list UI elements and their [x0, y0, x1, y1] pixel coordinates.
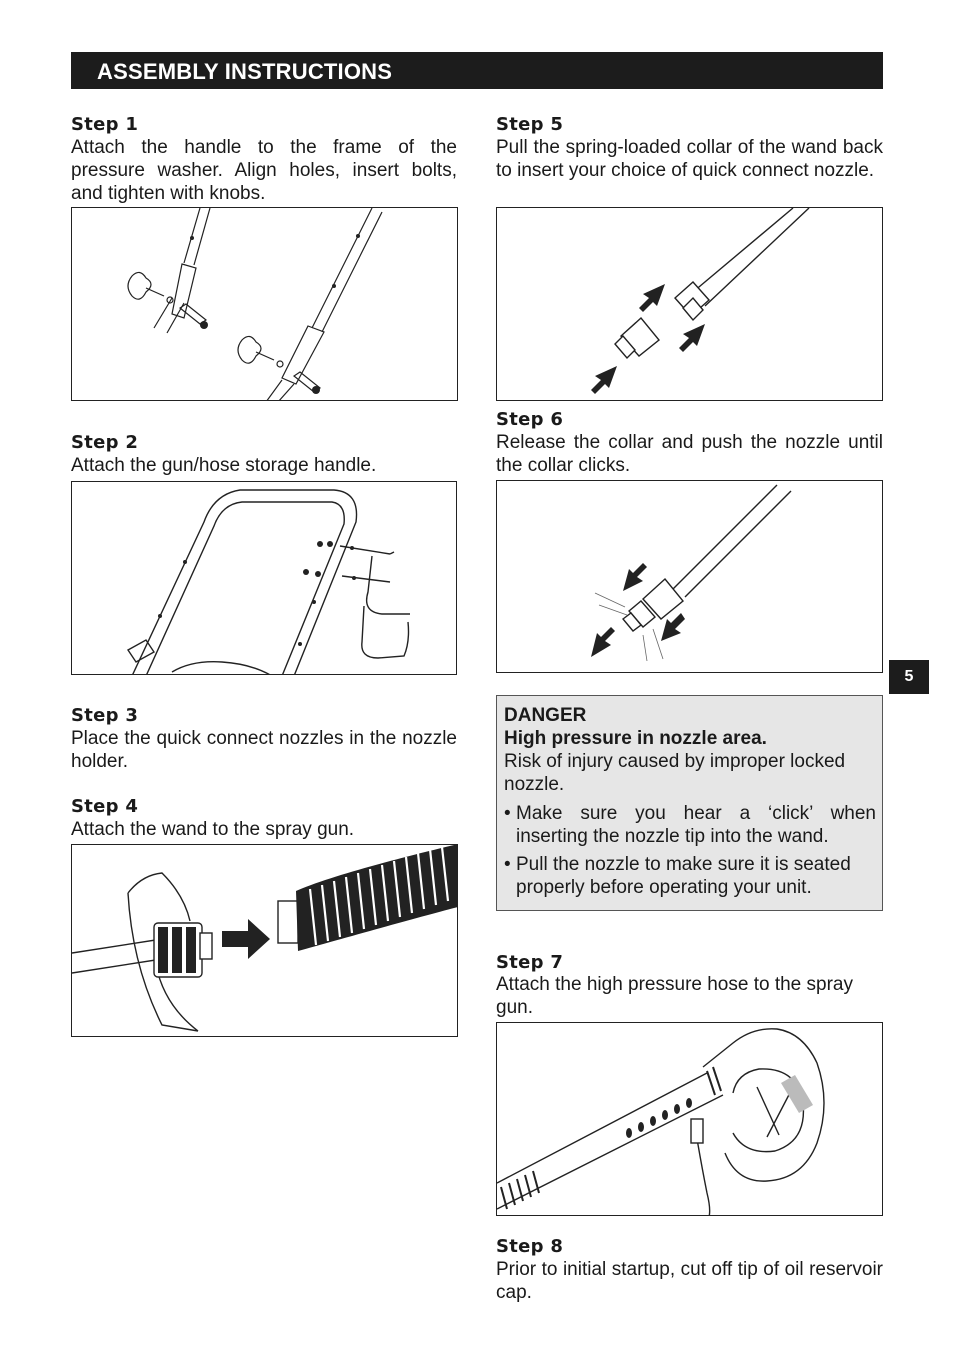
step-2-text: Attach the gun/hose storage handle.	[71, 455, 377, 476]
danger-bullet-text: Make sure you hear a ‘click’ when inserting the nozzle tip into the wand.	[516, 803, 876, 847]
step-2-illustration	[71, 481, 457, 675]
step-6-text: Release the collar and push the nozzle until the collar clicks.	[496, 432, 883, 476]
step-1-text: Attach the handle to the frame of the pressure washer. Align holes, insert bolts, and tighten with knobs.	[71, 137, 457, 204]
section-title: ASSEMBLY INSTRUCTIONS	[97, 59, 393, 84]
bullet-icon: •	[504, 854, 511, 875]
step-4-text: Attach the wand to the spray gun.	[71, 819, 355, 840]
step-7-text: Attach the high pressure hose to the spray gun.	[496, 974, 853, 1018]
step-8-title: Step 8	[496, 1236, 564, 1257]
danger-subtitle: High pressure in nozzle area.	[504, 728, 767, 749]
step-2-title: Step 2	[71, 432, 139, 453]
page-number-tab: 5	[889, 660, 929, 694]
danger-text: Risk of injury caused by improper locked nozzle.	[504, 751, 846, 795]
danger-bullet	[504, 853, 876, 899]
step-1-title: Step 1	[71, 114, 139, 135]
step-7-title: Step 7	[496, 952, 564, 973]
step-4-illustration	[71, 844, 458, 1037]
step-7-illustration	[496, 1022, 883, 1216]
step-5-text: Pull the spring-loaded collar of the wand back to insert your choice of quick connect nozzle.	[496, 137, 883, 181]
danger-bullet-text: Pull the nozzle to make sure it is seated properly before operating your unit.	[516, 854, 851, 898]
step-1-illustration	[71, 207, 458, 401]
danger-bullet	[504, 802, 876, 848]
bullet-icon: •	[504, 803, 511, 824]
danger-notice	[496, 695, 883, 911]
section-header	[71, 52, 883, 89]
step-6-title: Step 6	[496, 409, 564, 430]
step-5-title: Step 5	[496, 114, 564, 135]
step-8-text: Prior to initial startup, cut off tip of oil reservoir cap.	[496, 1259, 883, 1303]
danger-title: DANGER	[504, 705, 587, 726]
step-6-illustration	[496, 480, 883, 673]
step-3-title: Step 3	[71, 705, 139, 726]
step-4-title: Step 4	[71, 796, 139, 817]
step-3-text: Place the quick connect nozzles in the nozzle holder.	[71, 728, 457, 772]
step-5-illustration	[496, 207, 883, 401]
